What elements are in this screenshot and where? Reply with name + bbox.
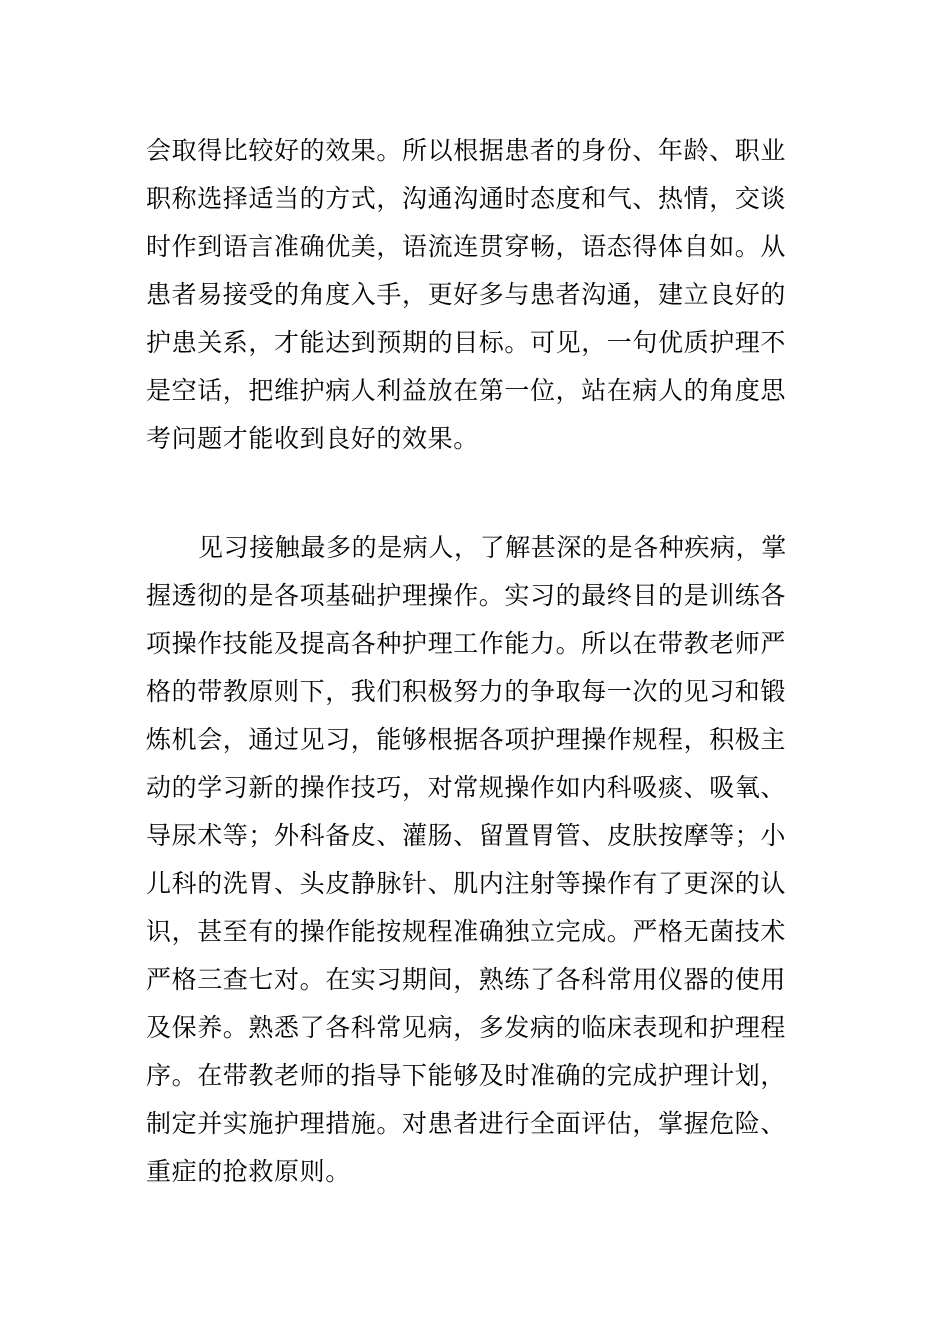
paragraph-2-line-7: 导尿术等；外科备皮、灌肠、留置胃管、皮肤按摩等；小 xyxy=(146,821,787,850)
paragraph-1-line-3: 时作到语言准确优美，语流连贯穿畅，语态得体自如。从 xyxy=(146,232,787,261)
paragraph-2-line-11: 及保养。熟悉了各科常见病，多发病的临床表现和护理程 xyxy=(146,1013,787,1042)
paragraph-1-line-4: 患者易接受的角度入手，更好多与患者沟通，建立良好的 xyxy=(146,280,787,309)
paragraph-2-line-4: 格的带教原则下，我们积极努力的争取每一次的见习和锻 xyxy=(146,677,787,706)
paragraph-1-line-5: 护患关系，才能达到预期的目标。可见，一句优质护理不 xyxy=(146,328,787,357)
paragraph-2-line-12: 序。在带教老师的指导下能够及时准确的完成护理计划， xyxy=(146,1061,787,1090)
paragraph-2-line-6: 动的学习新的操作技巧，对常规操作如内科吸痰、吸氧、 xyxy=(146,773,787,802)
paragraph-2-line-1: 见习接触最多的是病人，了解甚深的是各种疾病，掌 xyxy=(198,533,787,562)
paragraph-2-line-2: 握透彻的是各项基础护理操作。实习的最终目的是训练各 xyxy=(146,581,787,610)
paragraph-2-line-13: 制定并实施护理措施。对患者进行全面评估，掌握危险、 xyxy=(146,1109,787,1138)
paragraph-1-line-7: 考问题才能收到良好的效果。 xyxy=(146,424,479,453)
paragraph-2-line-3: 项操作技能及提高各种护理工作能力。所以在带教老师严 xyxy=(146,629,787,658)
paragraph-1-line-1: 会取得比较好的效果。所以根据患者的身份、年龄、职业 xyxy=(146,136,787,165)
paragraph-2-line-8: 儿科的洗胃、头皮静脉针、肌内注射等操作有了更深的认 xyxy=(146,869,787,898)
paragraph-1-line-2: 职称选择适当的方式，沟通沟通时态度和气、热情，交谈 xyxy=(146,184,787,213)
paragraph-2-line-14: 重症的抢救原则。 xyxy=(146,1157,351,1186)
paragraph-2-line-9: 识，甚至有的操作能按规程准确独立完成。严格无菌技术 xyxy=(146,917,787,946)
paragraph-1-line-6: 是空话，把维护病人利益放在第一位，站在病人的角度思 xyxy=(146,376,787,405)
paragraph-2-line-5: 炼机会，通过见习，能够根据各项护理操作规程，积极主 xyxy=(146,725,787,754)
paragraph-2-line-10: 严格三查七对。在实习期间，熟练了各科常用仪器的使用 xyxy=(146,965,787,994)
